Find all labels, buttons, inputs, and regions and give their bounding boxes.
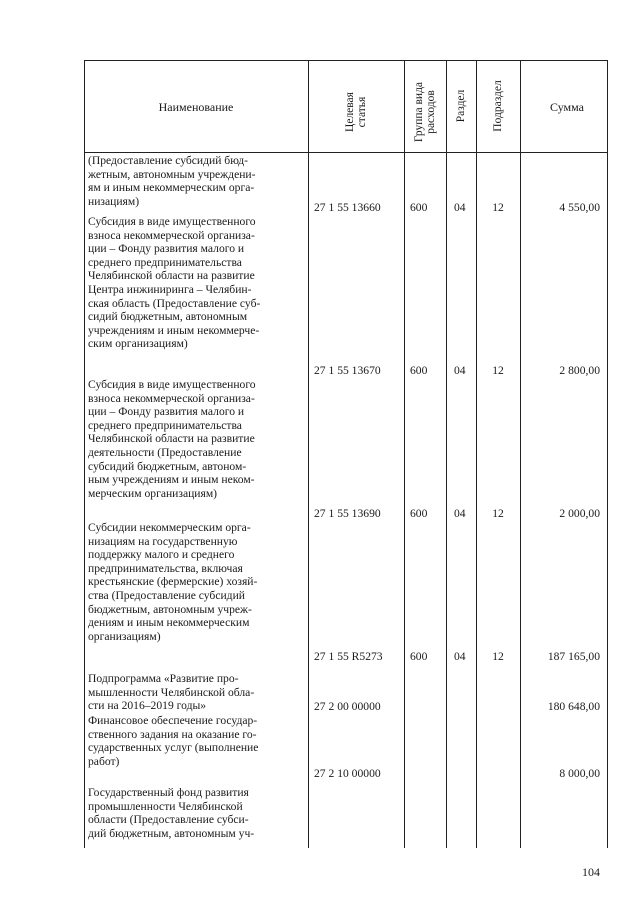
- col-border: [404, 60, 405, 848]
- name-line: промышленности Челябинской: [88, 799, 243, 813]
- row-section: 04: [454, 507, 466, 520]
- header-code-line: статья: [356, 96, 368, 128]
- row-sum: 2 800,00: [559, 364, 600, 377]
- name-line: Подпрограмма «Развитие про-: [88, 672, 239, 685]
- name-line: Финансовое обеспечение государ-: [88, 714, 258, 727]
- header-code: [344, 72, 368, 152]
- name-line: ции – Фонду развития малого и: [88, 242, 245, 256]
- row-sum: 8 000,00: [559, 767, 600, 780]
- name-line: ям и иным некоммерческим орга-: [88, 181, 255, 195]
- name-line: ства (Предоставление субсидий: [88, 588, 245, 602]
- header-group-line: расходов: [425, 90, 437, 134]
- row-name: [88, 786, 304, 840]
- name-line: взноса некоммерческой организа-: [88, 391, 255, 405]
- row-group: 600: [410, 507, 428, 520]
- name-line: бюджетным, автономным учреж-: [88, 602, 252, 616]
- row-group: 600: [410, 201, 428, 214]
- row-code: 27 1 55 13660: [314, 201, 381, 214]
- row-subsection: 12: [492, 650, 504, 663]
- name-line: Субсидия в виде имущественного: [88, 215, 256, 228]
- name-line: среднего предпринимательства: [88, 255, 242, 269]
- header-bottom-border: [84, 152, 608, 153]
- header-group-line: Группа вида: [413, 81, 425, 143]
- row-name: [88, 154, 304, 208]
- name-line: жетным, автономным учреждени-: [88, 167, 256, 181]
- row-subsection: 12: [492, 507, 504, 520]
- row-name: [88, 521, 304, 643]
- name-line: крестьянские (фермерские) хозяй-: [88, 575, 258, 589]
- name-line: сидий бюджетным, автономным: [88, 310, 248, 324]
- row-section: 04: [454, 650, 466, 663]
- row-code: 27 1 55 13690: [314, 507, 381, 520]
- name-line: предпринимательства, включая: [88, 561, 243, 575]
- header-code-line: Целевая: [344, 92, 356, 132]
- col-border: [476, 60, 477, 848]
- name-line: учреждениям и иным некоммерче-: [88, 323, 260, 337]
- name-line: ции – Фонду развития малого и: [88, 405, 245, 419]
- row-sum: 4 550,00: [559, 201, 600, 214]
- name-line: организациям): [88, 629, 161, 643]
- name-line: низациям на государственную: [88, 534, 238, 548]
- name-line: мышленности Челябинской обла-: [88, 685, 255, 699]
- header-section: Раздел: [455, 89, 467, 123]
- name-line: взноса некоммерческой организа-: [88, 228, 255, 242]
- row-sum: 187 165,00: [547, 650, 600, 663]
- col-border: [308, 60, 309, 848]
- name-line: Центра инжиниринга – Челябин-: [88, 282, 252, 296]
- budget-table: [84, 60, 608, 848]
- row-group: 600: [410, 650, 428, 663]
- name-line: среднего предпринимательства: [88, 418, 242, 432]
- table-top-border: [84, 60, 608, 61]
- name-line: Челябинской области на развитие: [88, 432, 255, 446]
- name-line: работ): [88, 754, 120, 768]
- header-subsection: Подраздел: [492, 80, 504, 132]
- name-line: ным учреждениям и иным неком-: [88, 473, 255, 487]
- name-line: области (Предоставление субси-: [88, 813, 249, 827]
- row-code: 27 2 10 00000: [314, 767, 381, 780]
- row-name: [88, 714, 304, 768]
- name-line: деятельности (Предоставление: [88, 445, 242, 459]
- name-line: Государственный фонд развития: [88, 786, 249, 799]
- row-code: 27 2 00 00000: [314, 700, 381, 713]
- row-name: [88, 672, 304, 713]
- name-line: Челябинской области на развитие: [88, 269, 255, 283]
- row-group: 600: [410, 364, 428, 377]
- name-line: (Предоставление субсидий бюд-: [88, 154, 249, 167]
- name-line: сти на 2016–2019 годы»: [88, 699, 207, 713]
- header-name: Наименование: [158, 100, 234, 114]
- row-sum: 180 648,00: [547, 700, 600, 713]
- col-border: [607, 60, 608, 848]
- name-line: низациям): [88, 194, 140, 208]
- name-line: дий бюджетным, автономным уч-: [88, 826, 255, 840]
- row-sum: 2 000,00: [559, 507, 600, 520]
- row-name: [88, 215, 304, 351]
- name-line: Субсидия в виде имущественного: [88, 378, 256, 391]
- name-line: поддержку малого и среднего: [88, 548, 235, 562]
- name-line: субсидий бюджетным, автоном-: [88, 459, 247, 473]
- row-code: 27 1 55 13670: [314, 364, 381, 377]
- row-section: 04: [454, 201, 466, 214]
- col-border: [84, 60, 85, 848]
- name-line: мерческим организациям): [88, 486, 218, 500]
- row-section: 04: [454, 364, 466, 377]
- row-name: [88, 378, 304, 500]
- name-line: ская область (Предоставление суб-: [88, 296, 261, 310]
- col-border: [446, 60, 447, 848]
- header-group: [413, 72, 437, 152]
- page-number: 104: [582, 865, 600, 879]
- name-line: ским организациям): [88, 337, 188, 351]
- name-line: сударственных услуг (выполнение: [88, 741, 259, 755]
- name-line: дениям и иным некоммерческим: [88, 616, 250, 630]
- row-subsection: 12: [492, 201, 504, 214]
- row-code: 27 1 55 R5273: [314, 650, 383, 663]
- name-line: Субсидии некоммерческим орга-: [88, 521, 251, 534]
- col-border: [520, 60, 521, 848]
- row-subsection: 12: [492, 364, 504, 377]
- name-line: ственного задания на оказание го-: [88, 727, 257, 741]
- header-sum: Сумма: [550, 100, 584, 114]
